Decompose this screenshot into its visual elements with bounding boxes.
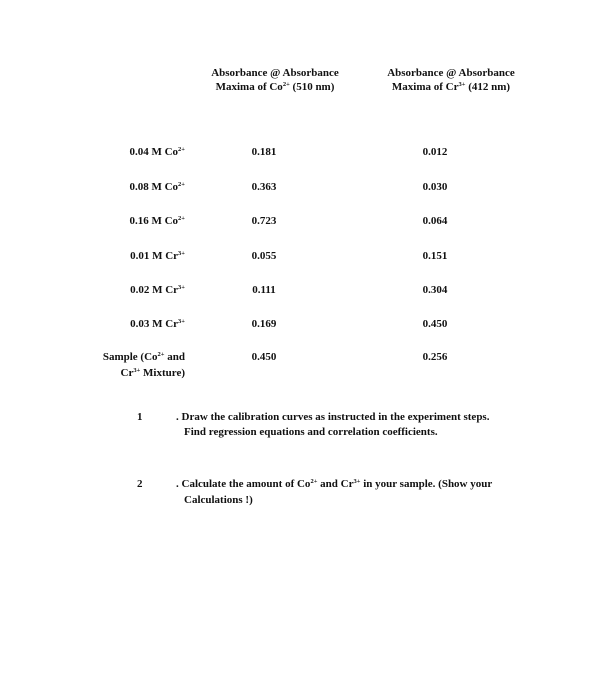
sample-cr-absorbance-value: 0.256 xyxy=(422,351,448,363)
question-2-line1: . Calculate the amount of $Co^{2+}$ and $Cr^{3+}$ in your sample. (Show your xyxy=(176,478,493,490)
col-header-co-line1: Absorbance @ Absorbance xyxy=(211,67,339,79)
co-absorbance-value: 0.723 xyxy=(251,215,277,227)
question-1-line1: . Draw the calibration curves as instructed in the experiment steps. xyxy=(176,411,490,423)
cr-absorbance-value: 0.450 xyxy=(422,318,448,330)
row-label: 0.08 M $Co^{2+}$ xyxy=(129,181,185,193)
cr-absorbance-value: 0.012 xyxy=(422,146,448,158)
question-number: 1 xyxy=(137,411,143,423)
co-absorbance-value: 0.169 xyxy=(251,318,277,330)
cr-absorbance-value: 0.064 xyxy=(422,215,448,227)
row-label: 0.03 M $Cr^{3+}$ xyxy=(130,318,185,330)
cr-absorbance-value: 0.304 xyxy=(422,284,448,296)
col-header-co xyxy=(190,66,360,96)
row-label: 0.02 M $Cr^{3+}$ xyxy=(130,284,185,296)
sample-co-absorbance-value: 0.450 xyxy=(251,351,277,363)
row-label: 0.01 M $Cr^{3+}$ xyxy=(130,250,185,262)
row-label: 0.04 M $Co^{2+}$ xyxy=(129,146,185,158)
co-absorbance-value: 0.181 xyxy=(251,146,277,158)
co-absorbance-value: 0.055 xyxy=(251,250,277,262)
sample-label-line1: Sample ($Co^{2+}$ and xyxy=(102,351,185,363)
question-number: 2 xyxy=(137,478,143,490)
co-absorbance-value: 0.111 xyxy=(252,284,276,296)
cr-absorbance-value: 0.030 xyxy=(422,181,448,193)
question-2-line2: Calculations !) xyxy=(184,494,253,506)
cr-absorbance-value: 0.151 xyxy=(422,250,448,262)
question-text xyxy=(176,477,492,508)
question-text xyxy=(176,410,489,440)
question-1-line2: Find regression equations and correlation coefficients. xyxy=(184,426,438,438)
col-header-cr-line1: Absorbance @ Absorbance xyxy=(387,67,515,79)
col-header-cr xyxy=(366,66,536,96)
col-header-co-line2: Maxima of $Co^{2+}$ (510 nm) xyxy=(215,81,335,93)
co-absorbance-value: 0.363 xyxy=(251,181,277,193)
sample-label-line2: $Cr^{3+}$ Mixture) xyxy=(120,367,185,379)
sample-label xyxy=(103,350,185,382)
row-label: 0.16 M $Co^{2+}$ xyxy=(129,215,185,227)
col-header-cr-line2: Maxima of $Cr^{3+}$ (412 nm) xyxy=(391,81,511,93)
